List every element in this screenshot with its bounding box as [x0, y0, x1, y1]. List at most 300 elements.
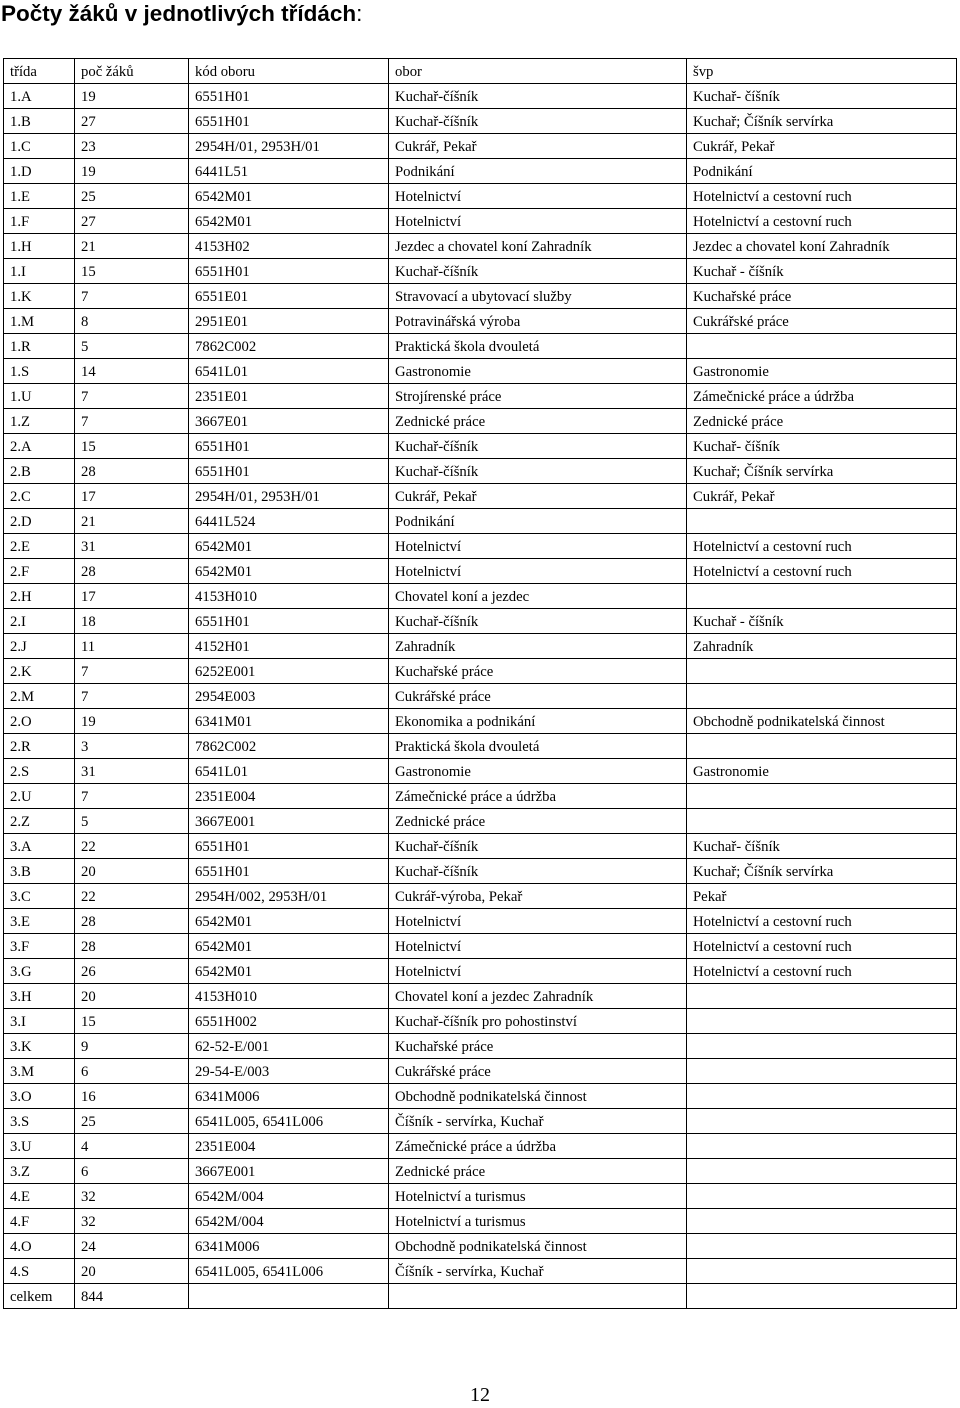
table-row — [4, 259, 957, 284]
cell-field-code: 6252E001 — [189, 659, 389, 684]
cell-field-name: Praktická škola dvouletá — [389, 334, 687, 359]
cell-field-name: Hotelnictví a turismus — [389, 1184, 687, 1209]
cell-field-code: 6341M01 — [189, 709, 389, 734]
cell-student-count: 3 — [75, 734, 189, 759]
cell-student-count: 20 — [75, 984, 189, 1009]
cell-field-name: Obchodně podnikatelská činnost — [389, 1084, 687, 1109]
table-row — [4, 709, 957, 734]
cell-field-code: 6441L51 — [189, 159, 389, 184]
cell-class: 3.K — [4, 1034, 75, 1059]
cell-student-count: 7 — [75, 784, 189, 809]
cell-field-name: Cukrář, Pekař — [389, 484, 687, 509]
cell-field-code: 3667E001 — [189, 809, 389, 834]
cell-student-count: 6 — [75, 1059, 189, 1084]
cell-student-count: 31 — [75, 534, 189, 559]
cell-student-count: 18 — [75, 609, 189, 634]
cell-student-count: 844 — [75, 1284, 189, 1309]
cell-class: 3.A — [4, 834, 75, 859]
cell-class: 3.O — [4, 1084, 75, 1109]
table-row — [4, 609, 957, 634]
cell-field-code: 6542M/004 — [189, 1184, 389, 1209]
header-cell-field-code: kód oboru — [189, 59, 389, 84]
cell-class: 2.Z — [4, 809, 75, 834]
cell-class: 1.I — [4, 259, 75, 284]
cell-field-code: 6542M01 — [189, 209, 389, 234]
cell-field-name: Ekonomika a podnikání — [389, 709, 687, 734]
cell-student-count: 21 — [75, 234, 189, 259]
cell-field-code: 6441L524 — [189, 509, 389, 534]
table-row — [4, 1159, 957, 1184]
cell-field-name: Potravinářská výroba — [389, 309, 687, 334]
cell-school-program — [687, 1109, 957, 1134]
cell-class: 2.E — [4, 534, 75, 559]
cell-field-name: Zednické práce — [389, 1159, 687, 1184]
cell-field-name: Cukrářské práce — [389, 684, 687, 709]
class-counts-table — [3, 58, 957, 1309]
table-row — [4, 409, 957, 434]
cell-field-name — [389, 1284, 687, 1309]
cell-student-count: 20 — [75, 1259, 189, 1284]
cell-school-program: Hotelnictví a cestovní ruch — [687, 559, 957, 584]
cell-field-name: Zednické práce — [389, 809, 687, 834]
cell-student-count: 32 — [75, 1184, 189, 1209]
cell-student-count: 25 — [75, 184, 189, 209]
cell-school-program: Hotelnictví a cestovní ruch — [687, 959, 957, 984]
cell-school-program: Podnikání — [687, 159, 957, 184]
cell-school-program — [687, 334, 957, 359]
header-cell-field-name: obor — [389, 59, 687, 84]
cell-field-code: 6551H01 — [189, 834, 389, 859]
cell-school-program — [687, 1184, 957, 1209]
cell-student-count: 7 — [75, 284, 189, 309]
cell-student-count: 19 — [75, 709, 189, 734]
cell-class: 3.B — [4, 859, 75, 884]
cell-field-code — [189, 1284, 389, 1309]
cell-field-code: 7862C002 — [189, 734, 389, 759]
cell-school-program: Zámečnické práce a údržba — [687, 384, 957, 409]
cell-class: 2.A — [4, 434, 75, 459]
total-row — [4, 1284, 957, 1309]
cell-class: 2.O — [4, 709, 75, 734]
cell-school-program — [687, 1134, 957, 1159]
cell-student-count: 9 — [75, 1034, 189, 1059]
cell-school-program — [687, 784, 957, 809]
table-row — [4, 634, 957, 659]
cell-field-code: 6551E01 — [189, 284, 389, 309]
cell-field-name: Kuchař-číšník — [389, 609, 687, 634]
cell-class: 2.B — [4, 459, 75, 484]
cell-class: 3.Z — [4, 1159, 75, 1184]
cell-field-name: Kuchař-číšník — [389, 834, 687, 859]
cell-field-name: Hotelnictví — [389, 534, 687, 559]
cell-class: 2.H — [4, 584, 75, 609]
table-row — [4, 234, 957, 259]
table-row — [4, 184, 957, 209]
cell-class: 3.C — [4, 884, 75, 909]
cell-field-code: 6341M006 — [189, 1234, 389, 1259]
cell-school-program — [687, 1209, 957, 1234]
cell-field-code: 6542M/004 — [189, 1209, 389, 1234]
cell-school-program: Gastronomie — [687, 359, 957, 384]
cell-field-code: 6541L005, 6541L006 — [189, 1109, 389, 1134]
page-number: 12 — [470, 1384, 490, 1406]
cell-field-code: 6341M006 — [189, 1084, 389, 1109]
cell-school-program: Kuchař; Číšník servírka — [687, 459, 957, 484]
table-row — [4, 459, 957, 484]
cell-field-code: 6551H01 — [189, 434, 389, 459]
cell-student-count: 5 — [75, 334, 189, 359]
cell-class: 3.E — [4, 909, 75, 934]
cell-class: 1.C — [4, 134, 75, 159]
cell-school-program — [687, 1059, 957, 1084]
cell-class: 2.D — [4, 509, 75, 534]
table-row — [4, 1259, 957, 1284]
cell-field-code: 2951E01 — [189, 309, 389, 334]
cell-class: 1.S — [4, 359, 75, 384]
table-row — [4, 484, 957, 509]
cell-class: 3.U — [4, 1134, 75, 1159]
table-row — [4, 959, 957, 984]
table-row — [4, 884, 957, 909]
cell-student-count: 7 — [75, 684, 189, 709]
cell-school-program: Obchodně podnikatelská činnost — [687, 709, 957, 734]
cell-school-program: Hotelnictví a cestovní ruch — [687, 184, 957, 209]
cell-school-program — [687, 1034, 957, 1059]
cell-student-count: 14 — [75, 359, 189, 384]
table-row — [4, 284, 957, 309]
cell-field-code: 6542M01 — [189, 959, 389, 984]
cell-student-count: 17 — [75, 584, 189, 609]
cell-school-program: Pekař — [687, 884, 957, 909]
table-row — [4, 584, 957, 609]
table-row — [4, 384, 957, 409]
cell-student-count: 28 — [75, 559, 189, 584]
cell-student-count: 15 — [75, 259, 189, 284]
cell-school-program — [687, 659, 957, 684]
cell-class: 2.U — [4, 784, 75, 809]
cell-student-count: 6 — [75, 1159, 189, 1184]
cell-class: 2.M — [4, 684, 75, 709]
cell-field-code: 2351E01 — [189, 384, 389, 409]
cell-class: 2.K — [4, 659, 75, 684]
table-row — [4, 934, 957, 959]
cell-class: 1.B — [4, 109, 75, 134]
cell-school-program: Hotelnictví a cestovní ruch — [687, 534, 957, 559]
cell-school-program: Jezdec a chovatel koní Zahradník — [687, 234, 957, 259]
cell-school-program — [687, 1234, 957, 1259]
cell-school-program — [687, 734, 957, 759]
cell-class: 1.D — [4, 159, 75, 184]
cell-student-count: 27 — [75, 209, 189, 234]
cell-school-program: Zahradník — [687, 634, 957, 659]
cell-student-count: 17 — [75, 484, 189, 509]
cell-field-code: 6541L01 — [189, 359, 389, 384]
cell-field-code: 6542M01 — [189, 934, 389, 959]
table-row — [4, 834, 957, 859]
table-row — [4, 1034, 957, 1059]
cell-field-code: 2351E004 — [189, 784, 389, 809]
cell-class: 2.F — [4, 559, 75, 584]
page-title-colon: : — [356, 1, 363, 26]
cell-field-name: Zámečnické práce a údržba — [389, 1134, 687, 1159]
cell-school-program — [687, 684, 957, 709]
cell-student-count: 20 — [75, 859, 189, 884]
cell-field-name: Hotelnictví — [389, 559, 687, 584]
cell-field-name: Číšník - servírka, Kuchař — [389, 1109, 687, 1134]
cell-field-code: 2954E003 — [189, 684, 389, 709]
cell-class: 2.S — [4, 759, 75, 784]
cell-field-name: Strojírenské práce — [389, 384, 687, 409]
cell-student-count: 21 — [75, 509, 189, 534]
table-row — [4, 1084, 957, 1109]
cell-class: 2.C — [4, 484, 75, 509]
page-title-text: Počty žáků v jednotlivých třídách — [1, 1, 357, 26]
cell-student-count: 19 — [75, 84, 189, 109]
cell-class: 1.K — [4, 284, 75, 309]
cell-field-code: 4153H02 — [189, 234, 389, 259]
cell-class: 3.G — [4, 959, 75, 984]
table-row — [4, 534, 957, 559]
cell-student-count: 16 — [75, 1084, 189, 1109]
table-row — [4, 659, 957, 684]
cell-field-name: Zednické práce — [389, 409, 687, 434]
cell-field-name: Cukrář, Pekař — [389, 134, 687, 159]
cell-class: 3.M — [4, 1059, 75, 1084]
cell-field-name: Chovatel koní a jezdec Zahradník — [389, 984, 687, 1009]
cell-field-code: 2954H/002, 2953H/01 — [189, 884, 389, 909]
cell-student-count: 28 — [75, 459, 189, 484]
cell-class: 2.R — [4, 734, 75, 759]
table-row — [4, 84, 957, 109]
cell-class: celkem — [4, 1284, 75, 1309]
cell-school-program: Gastronomie — [687, 759, 957, 784]
cell-field-code: 3667E01 — [189, 409, 389, 434]
cell-field-name: Hotelnictví a turismus — [389, 1209, 687, 1234]
table-row — [4, 109, 957, 134]
cell-student-count: 32 — [75, 1209, 189, 1234]
cell-field-name: Kuchař-číšník — [389, 259, 687, 284]
cell-field-code: 6541L005, 6541L006 — [189, 1259, 389, 1284]
cell-student-count: 8 — [75, 309, 189, 334]
table-row — [4, 909, 957, 934]
table-row — [4, 509, 957, 534]
cell-student-count: 5 — [75, 809, 189, 834]
cell-field-name: Gastronomie — [389, 759, 687, 784]
cell-student-count: 28 — [75, 909, 189, 934]
cell-school-program: Kuchař; Číšník servírka — [687, 859, 957, 884]
table-row — [4, 159, 957, 184]
cell-school-program — [687, 1284, 957, 1309]
cell-field-name: Kuchař-číšník pro pohostinství — [389, 1009, 687, 1034]
table-row — [4, 134, 957, 159]
cell-field-code: 4153H010 — [189, 584, 389, 609]
cell-field-name: Kuchař-číšník — [389, 109, 687, 134]
table-row — [4, 559, 957, 584]
cell-class: 1.R — [4, 334, 75, 359]
cell-field-code: 6551H002 — [189, 1009, 389, 1034]
cell-school-program — [687, 984, 957, 1009]
cell-field-code: 4153H010 — [189, 984, 389, 1009]
cell-class: 1.A — [4, 84, 75, 109]
cell-class: 2.J — [4, 634, 75, 659]
cell-student-count: 11 — [75, 634, 189, 659]
cell-class: 1.H — [4, 234, 75, 259]
cell-student-count: 22 — [75, 834, 189, 859]
cell-field-code: 2954H/01, 2953H/01 — [189, 484, 389, 509]
cell-school-program — [687, 1259, 957, 1284]
cell-school-program — [687, 509, 957, 534]
cell-field-code: 29-54-E/003 — [189, 1059, 389, 1084]
cell-school-program: Kuchař - číšník — [687, 609, 957, 634]
cell-student-count: 26 — [75, 959, 189, 984]
cell-student-count: 23 — [75, 134, 189, 159]
cell-class: 1.M — [4, 309, 75, 334]
cell-school-program: Kuchař- číšník — [687, 834, 957, 859]
cell-field-name: Kuchařské práce — [389, 1034, 687, 1059]
table-row — [4, 759, 957, 784]
cell-school-program: Hotelnictví a cestovní ruch — [687, 909, 957, 934]
cell-school-program: Kuchařské práce — [687, 284, 957, 309]
cell-school-program: Cukrář, Pekař — [687, 134, 957, 159]
cell-class: 4.O — [4, 1234, 75, 1259]
cell-field-name: Cukrářské práce — [389, 1059, 687, 1084]
cell-school-program: Kuchař - číšník — [687, 259, 957, 284]
table-row — [4, 1134, 957, 1159]
cell-class: 3.F — [4, 934, 75, 959]
cell-student-count: 7 — [75, 659, 189, 684]
header-cell-school-program: švp — [687, 59, 957, 84]
cell-school-program: Hotelnictví a cestovní ruch — [687, 934, 957, 959]
cell-student-count: 7 — [75, 409, 189, 434]
cell-field-code: 6551H01 — [189, 259, 389, 284]
table-row — [4, 684, 957, 709]
cell-field-code: 2351E004 — [189, 1134, 389, 1159]
cell-field-code: 4152H01 — [189, 634, 389, 659]
cell-field-code: 6542M01 — [189, 184, 389, 209]
cell-field-name: Číšník - servírka, Kuchař — [389, 1259, 687, 1284]
cell-school-program: Cukrář, Pekař — [687, 484, 957, 509]
table-row — [4, 784, 957, 809]
table-row — [4, 334, 957, 359]
cell-field-code: 6551H01 — [189, 109, 389, 134]
table-row — [4, 809, 957, 834]
cell-field-name: Hotelnictví — [389, 909, 687, 934]
cell-field-name: Hotelnictví — [389, 959, 687, 984]
cell-school-program — [687, 1084, 957, 1109]
cell-field-name: Hotelnictví — [389, 184, 687, 209]
cell-field-code: 6542M01 — [189, 559, 389, 584]
cell-school-program: Hotelnictví a cestovní ruch — [687, 209, 957, 234]
cell-class: 2.I — [4, 609, 75, 634]
cell-field-name: Kuchař-číšník — [389, 434, 687, 459]
cell-school-program: Kuchař; Číšník servírka — [687, 109, 957, 134]
cell-field-code: 7862C002 — [189, 334, 389, 359]
cell-field-name: Podnikání — [389, 159, 687, 184]
cell-field-name: Chovatel koní a jezdec — [389, 584, 687, 609]
cell-field-name: Kuchař-číšník — [389, 84, 687, 109]
cell-field-code: 2954H/01, 2953H/01 — [189, 134, 389, 159]
cell-school-program — [687, 1159, 957, 1184]
cell-school-program — [687, 1009, 957, 1034]
cell-class: 4.E — [4, 1184, 75, 1209]
cell-field-code: 62-52-E/001 — [189, 1034, 389, 1059]
cell-field-name: Obchodně podnikatelská činnost — [389, 1234, 687, 1259]
table-row — [4, 984, 957, 1009]
cell-field-name: Zámečnické práce a údržba — [389, 784, 687, 809]
cell-field-name: Kuchař-číšník — [389, 859, 687, 884]
cell-field-name: Gastronomie — [389, 359, 687, 384]
header-cell-class: třída — [4, 59, 75, 84]
cell-student-count: 31 — [75, 759, 189, 784]
cell-field-name: Kuchařské práce — [389, 659, 687, 684]
cell-field-name: Podnikání — [389, 509, 687, 534]
cell-school-program: Kuchař- číšník — [687, 434, 957, 459]
table-row — [4, 734, 957, 759]
table-row — [4, 1109, 957, 1134]
cell-class: 1.E — [4, 184, 75, 209]
table-row — [4, 1059, 957, 1084]
header-row — [4, 59, 957, 84]
cell-student-count: 27 — [75, 109, 189, 134]
cell-field-name: Kuchař-číšník — [389, 459, 687, 484]
cell-field-code: 6551H01 — [189, 859, 389, 884]
table-row — [4, 1209, 957, 1234]
cell-class: 3.H — [4, 984, 75, 1009]
cell-school-program — [687, 584, 957, 609]
table-row — [4, 859, 957, 884]
cell-field-name: Jezdec a chovatel koní Zahradník — [389, 234, 687, 259]
cell-class: 4.S — [4, 1259, 75, 1284]
cell-student-count: 19 — [75, 159, 189, 184]
table-row — [4, 434, 957, 459]
table-row — [4, 1184, 957, 1209]
cell-class: 4.F — [4, 1209, 75, 1234]
cell-field-code: 6551H01 — [189, 84, 389, 109]
cell-student-count: 15 — [75, 1009, 189, 1034]
cell-field-name: Cukrář-výroba, Pekař — [389, 884, 687, 909]
table-row — [4, 359, 957, 384]
cell-student-count: 24 — [75, 1234, 189, 1259]
cell-field-name: Zahradník — [389, 634, 687, 659]
cell-field-name: Praktická škola dvouletá — [389, 734, 687, 759]
cell-student-count: 25 — [75, 1109, 189, 1134]
cell-field-code: 6542M01 — [189, 534, 389, 559]
cell-field-name: Hotelnictví — [389, 934, 687, 959]
table-row — [4, 209, 957, 234]
cell-school-program — [687, 809, 957, 834]
cell-student-count: 28 — [75, 934, 189, 959]
cell-field-code: 6551H01 — [189, 459, 389, 484]
cell-student-count: 7 — [75, 384, 189, 409]
cell-class: 1.F — [4, 209, 75, 234]
cell-field-code: 6542M01 — [189, 909, 389, 934]
cell-class: 3.S — [4, 1109, 75, 1134]
cell-field-code: 6551H01 — [189, 609, 389, 634]
cell-field-code: 3667E001 — [189, 1159, 389, 1184]
cell-student-count: 15 — [75, 434, 189, 459]
cell-field-name: Hotelnictví — [389, 209, 687, 234]
table-body — [4, 59, 957, 1309]
cell-student-count: 4 — [75, 1134, 189, 1159]
cell-field-code: 6541L01 — [189, 759, 389, 784]
cell-school-program: Zednické práce — [687, 409, 957, 434]
cell-field-name: Stravovací a ubytovací služby — [389, 284, 687, 309]
header-cell-student-count: poč žáků — [75, 59, 189, 84]
page-title — [1, 0, 362, 28]
table-row — [4, 309, 957, 334]
cell-class: 3.I — [4, 1009, 75, 1034]
table-row — [4, 1234, 957, 1259]
